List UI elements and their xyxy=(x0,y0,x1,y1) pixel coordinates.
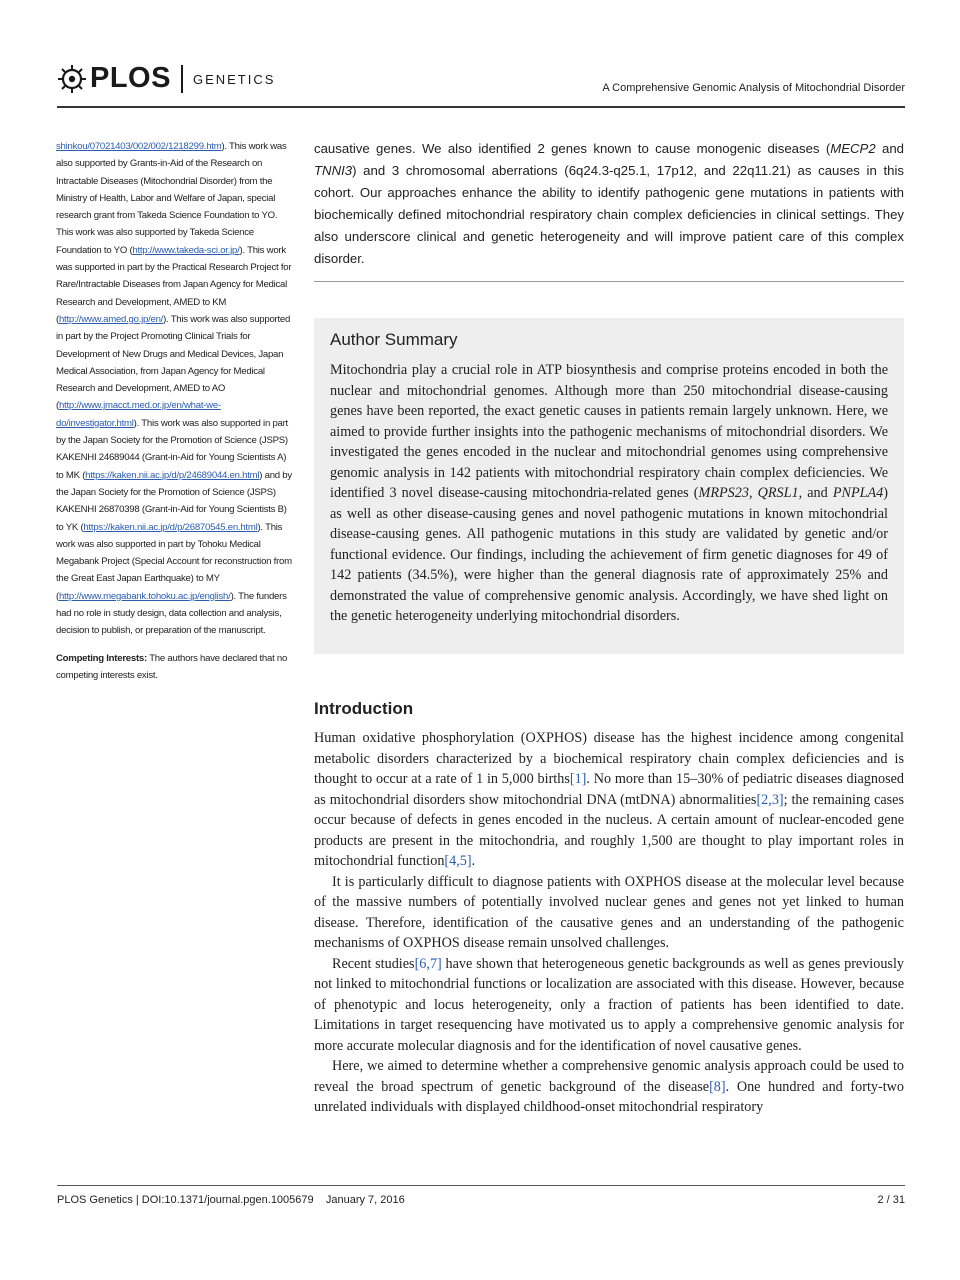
citation-link[interactable]: [6,7] xyxy=(414,955,442,972)
journal-name: GENETICS xyxy=(192,72,276,87)
text-run: have shown that heterogeneous genetic backgrounds as well as genes previously not linked to mitochondrial functions or localization are associated with this disease. However, because of phenotypic and locus heterogeneity, only a fraction of patients has been identified to date. Limitations in target resequencing have motivated us to apply a comprehensive genomic analysis for more accurate molecular diagnosis and for the identification of novel causative genes. xyxy=(314,955,904,1054)
text-run: ). This work was also supported in part by the Japan Society for the Promotion of Science (JSPS) KAKENHI 24689044 (Grant-in-Aid for Young Scientists A) to MK ( xyxy=(56,417,288,481)
page-header xyxy=(57,62,905,102)
text-run: ). The funders had no role in study design, data collection and analysis, decision to publish, or preparation of the manuscript. xyxy=(56,590,287,637)
page-number: 2 / 31 xyxy=(877,1194,905,1206)
funding-link[interactable]: https://kaken.nii.ac.jp/d/p/26870545.en.html xyxy=(83,521,258,533)
text-run: ). This work was also supported in part by the Project Promoting Clinical Trials for Development of New Drugs and Medical Devices, Japan Medical Association, from Japan Agency for Medical Research and Development, AMED to AO ( xyxy=(56,313,291,412)
competing-interests-text: The authors have declared that no competing interests exist. xyxy=(56,652,288,681)
funding-link[interactable]: http://www.takeda-sci.or.jp/ xyxy=(132,244,240,256)
funding-link[interactable]: http://www.amed.go.jp/en/ xyxy=(58,313,164,325)
introduction-paragraph xyxy=(314,728,904,872)
gene-name: MRPS23 xyxy=(698,485,749,501)
abstract-rule xyxy=(314,281,904,282)
plos-logo-icon xyxy=(57,64,87,94)
footer-rule xyxy=(57,1185,905,1186)
funding-link[interactable]: shinkou/07021403/002/002/1218299.htm xyxy=(56,141,222,152)
funding-statement xyxy=(56,138,296,640)
text-run: ) as well as other disease-causing genes and novel pathogenic mutations in known mitochondrial disease-causing genes. All pathogenic mutations in this study are validated by genetic and/or functional evidence. Our findings, including the achievement of firm genetic diagnoses for 49 of 142 patients (34.5%), were higher than the general diagnosis rate of approximately 25% and demonstrated the value of comprehensive genomic analysis. Accordingly, we have shed light on the genetic heterogeneity underlying mitochondrial disorders. xyxy=(330,485,888,624)
logo-divider xyxy=(181,65,183,93)
text-run: ; the remaining cases occur because of defects in genes encoded in the nucleus. A certain amount of nuclear-encoded gene products are present in the mitochondria, and roughly 1,500 are thought to play important roles in mitochondrial function xyxy=(314,791,904,869)
funding-link[interactable]: https://kaken.nii.ac.jp/d/p/24689044.en.html xyxy=(85,469,260,481)
introduction-body xyxy=(314,728,904,1118)
gene-name: QRSL1 xyxy=(757,485,799,501)
author-summary-text xyxy=(330,360,888,627)
text-run: Recent studies xyxy=(332,955,415,972)
text-run: Human oxidative phosphorylation (OXPHOS) disease has the highest incidence among congenital metabolic disorders characterized by a biochemical respiratory chain complex deficiencies and is thought to occur at a rate of 1 in 5,000 births xyxy=(314,730,904,787)
text-run: ). This work was also supported in part by Tohoku Medical Megabank Project (Special Account for reconstruction from the Great East Japan Earthquake) to MY ( xyxy=(56,521,292,602)
funding-link[interactable]: http://www.jmacct.med.or.jp/en/what-we-do/investigator.html xyxy=(56,400,221,429)
funding-link[interactable]: http://www.megabank.tohoku.ac.jp/english/ xyxy=(58,590,231,602)
introduction-paragraph xyxy=(314,1056,904,1118)
footer-citation: PLOS Genetics | DOI:10.1371/journal.pgen.1005679 January 7, 2016 xyxy=(57,1194,405,1206)
gene-name: TNNI3 xyxy=(314,163,353,178)
text-run: Mitochondria play a crucial role in ATP biosynthesis and comprise proteins encoded in both the nuclear and mitochondrial genomes. Although more than 250 mitochondrial disease-causing genes have been reported, the exact genetic causes in patients remain largely unknown. Here, we aimed to provide further insights into the pathogenic mechanisms of mitochondrial disorders. We investigated the genes encoded in the nuclear and mitochondrial genomes using comprehensive genomic analysis in 142 patients with mitochondrial respiratory chain complex deficiencies. We identified 3 novel disease-causing mitochondria-related genes ( xyxy=(330,362,888,501)
left-column xyxy=(56,138,296,684)
introduction-paragraph xyxy=(314,872,904,954)
author-summary-box xyxy=(314,318,904,654)
text-run: , and xyxy=(798,485,833,501)
text-run: . xyxy=(471,853,476,869)
abstract-text xyxy=(314,138,904,270)
competing-interests-label: Competing Interests: xyxy=(56,652,147,664)
text-run: , xyxy=(748,485,758,501)
text-run: causative genes. We also identified 2 genes known to cause monogenic diseases ( xyxy=(314,141,831,156)
running-title: A Comprehensive Genomic Analysis of Mitochondrial Disorder xyxy=(602,82,905,94)
citation-link[interactable]: [1] xyxy=(569,771,587,787)
introduction-paragraph xyxy=(314,954,904,1057)
text-run: ) and 3 chromosomal aberrations (6q24.3-q25.1, 17p12, and 22q11.21) as causes in this cohort. Our approaches enhance the ability to identify pathogenic gene mutations in patients with biochemically defined mitochondrial respiratory chain complex deficiencies in clinical settings. They also underscore clinical and genetic heterogeneity and will improve patient care of this complex disorder. xyxy=(314,163,904,266)
logo-wordmark: PLOS xyxy=(90,62,171,94)
text-run: and xyxy=(875,141,904,156)
citation-link[interactable]: [4,5] xyxy=(444,853,472,869)
text-run: It is particularly difficult to diagnose patients with OXPHOS disease at the molecular level because of the massive numbers of potentially involved nuclear genes and genes not yet linked to human disease. Therefore, identification of the causative genes and an understanding of the pathogenic mechanisms of OXPHOS disease remain unsolved challenges. xyxy=(314,873,904,951)
citation-link[interactable]: [8] xyxy=(709,1078,726,1095)
journal-logo xyxy=(57,62,275,95)
gene-name: PNPLA4 xyxy=(832,485,884,501)
text-run: . No more than 15–30% of pediatric diseases diagnosed as mitochondrial disorders show mitochondrial DNA (mtDNA) abnormalities xyxy=(314,771,904,808)
author-summary-title: Author Summary xyxy=(330,330,458,349)
text-run: Here, we aimed to determine whether a comprehensive genomic analysis approach could be used to reveal the broad spectrum of genetic background of the disease xyxy=(314,1058,904,1095)
introduction-heading: Introduction xyxy=(314,699,414,718)
text-run: . One hundred and forty-two unrelated individuals with displayed childhood-onset mitochondrial respiratory xyxy=(314,1078,904,1115)
text-run: ). This work was supported in part by the Practical Research Project for Rare/Intractable Diseases from Japan Agency for Medical Research and Development, AMED to KM ( xyxy=(56,244,292,325)
text-run: ) and by the Japan Society for the Promotion of Science (JSPS) KAKENHI 26870398 (Grant-in-Aid for Young Scientists B) to YK ( xyxy=(56,469,292,533)
text-run: ). This work was also supported by Grants-in-Aid of the Research on Intractable Diseases (Mitochondrial Disorder) from the Ministry of Health, Labor and Welfare of Japan, special research grant from Takeda Science Foundation to YO. This work was also supported by Takeda Science Foundation to YO ( xyxy=(56,141,287,256)
abstract-continuation xyxy=(314,138,904,270)
citation-link[interactable]: [2,3] xyxy=(756,791,784,808)
gene-name: MECP2 xyxy=(830,141,876,156)
header-rule xyxy=(57,106,905,108)
competing-interests xyxy=(56,650,296,685)
